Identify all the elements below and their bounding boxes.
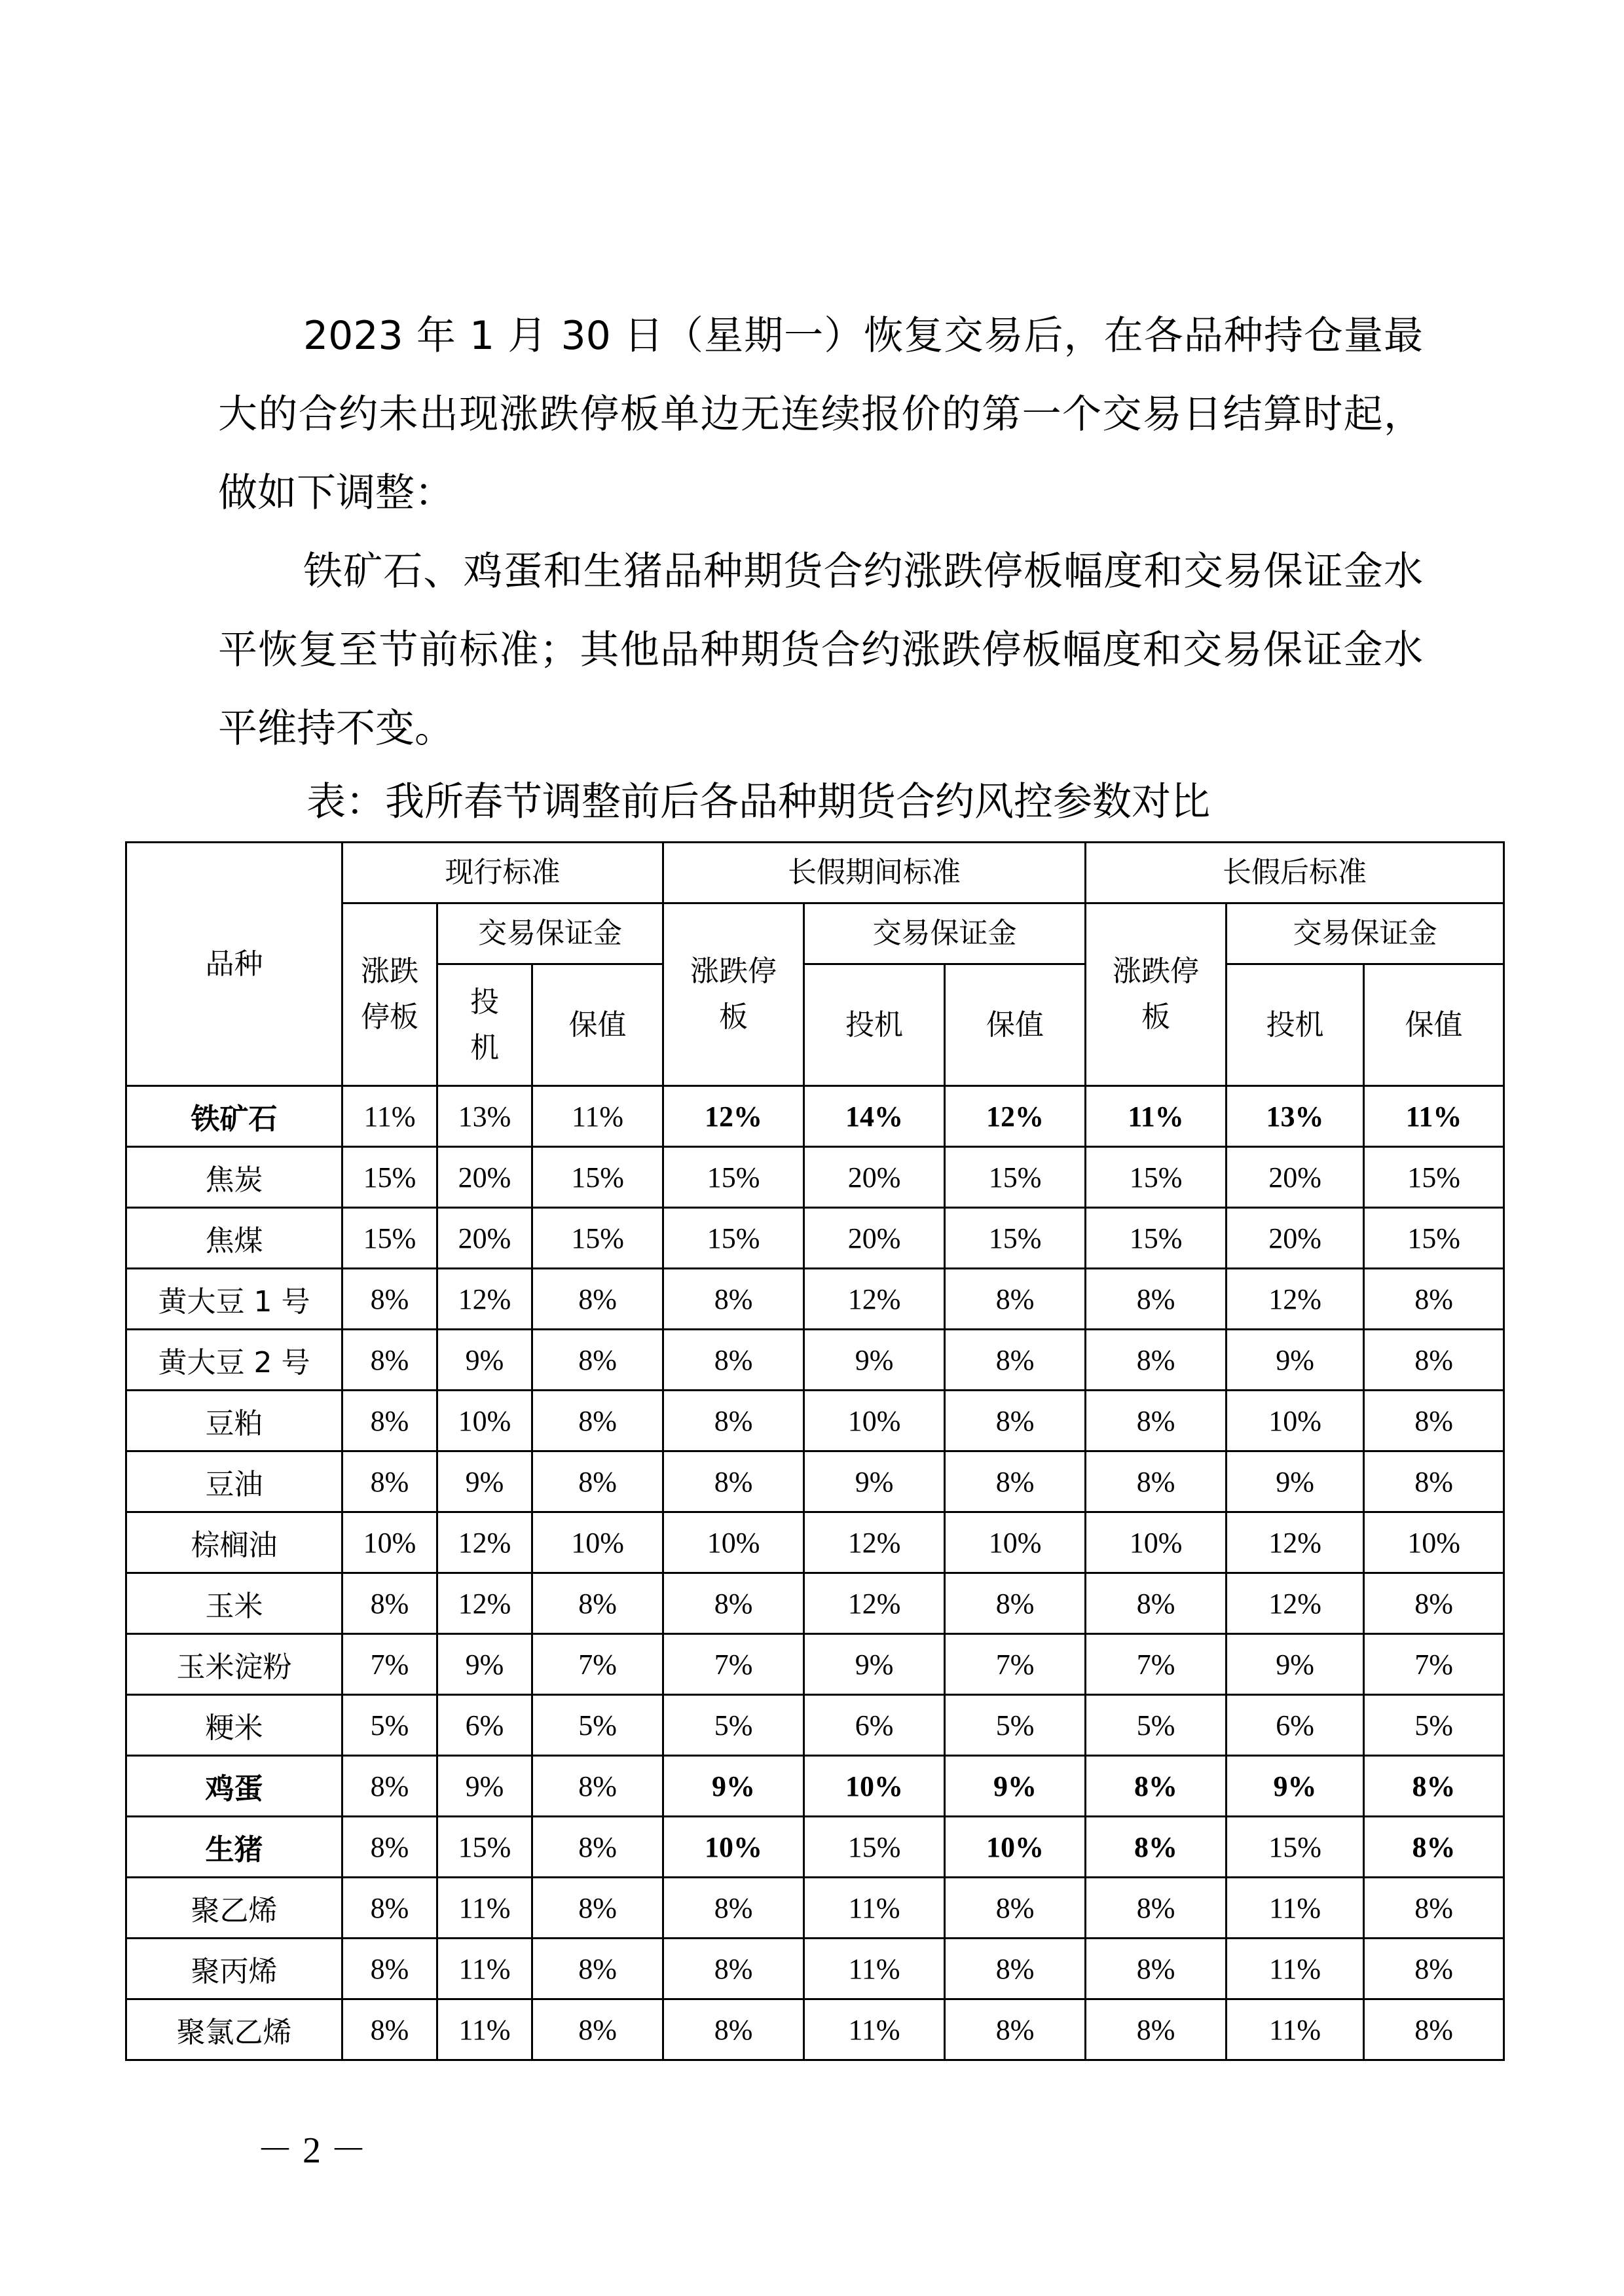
current-limit-cell: 10% — [342, 1512, 437, 1573]
post-speculation-cell: 9% — [1227, 1451, 1364, 1512]
current-limit-cell: 8% — [342, 1451, 437, 1512]
holiday-speculation-cell: 9% — [804, 1451, 945, 1512]
holiday-hedge-cell: 15% — [945, 1208, 1086, 1269]
holiday-speculation-cell: 14% — [804, 1086, 945, 1147]
holiday-limit-cell: 8% — [663, 1878, 804, 1939]
post-speculation-cell: 10% — [1227, 1391, 1364, 1451]
current-hedge-cell: 8% — [532, 1451, 663, 1512]
current-hedge-cell: 8% — [532, 1391, 663, 1451]
current-limit-cell: 8% — [342, 1573, 437, 1634]
holiday-limit-cell: 12% — [663, 1086, 804, 1147]
holiday-speculation-cell: 20% — [804, 1208, 945, 1269]
current-hedge-cell: 8% — [532, 1939, 663, 1999]
current-limit-cell: 8% — [342, 1330, 437, 1391]
post-speculation-cell: 13% — [1227, 1086, 1364, 1147]
table-row — [126, 1086, 1504, 1147]
post-limit-cell: 8% — [1086, 1939, 1227, 1999]
variety-name: 聚乙烯 — [126, 1878, 342, 1939]
holiday-limit-cell: 5% — [663, 1695, 804, 1756]
table-body — [126, 1086, 1504, 2060]
post-hedge-cell: 11% — [1364, 1086, 1504, 1147]
holiday-limit-cell: 8% — [663, 1269, 804, 1330]
current-hedge-cell: 8% — [532, 1269, 663, 1330]
variety-name: 鸡蛋 — [126, 1756, 342, 1817]
holiday-limit-cell: 8% — [663, 1451, 804, 1512]
table-row — [126, 1634, 1504, 1695]
holiday-speculation-cell: 12% — [804, 1512, 945, 1573]
header-current-hedge: 保值 — [532, 964, 663, 1086]
current-hedge-cell: 15% — [532, 1208, 663, 1269]
post-speculation-cell: 9% — [1227, 1330, 1364, 1391]
current-limit-cell: 11% — [342, 1086, 437, 1147]
holiday-hedge-cell: 8% — [945, 1999, 1086, 2060]
current-hedge-cell: 7% — [532, 1634, 663, 1695]
holiday-hedge-cell: 5% — [945, 1695, 1086, 1756]
post-speculation-cell: 11% — [1227, 1878, 1364, 1939]
post-limit-cell: 8% — [1086, 1878, 1227, 1939]
current-speculation-cell: 9% — [437, 1756, 532, 1817]
current-limit-cell: 8% — [342, 1999, 437, 2060]
table-row — [126, 1512, 1504, 1573]
variety-name: 粳米 — [126, 1695, 342, 1756]
variety-name: 黄大豆 2 号 — [126, 1330, 342, 1391]
table-row — [126, 1573, 1504, 1634]
variety-name: 棕榈油 — [126, 1512, 342, 1573]
header-current-limit: 涨跌停板 — [342, 903, 437, 1086]
current-hedge-cell: 15% — [532, 1147, 663, 1208]
current-speculation-cell: 9% — [437, 1634, 532, 1695]
table-row — [126, 1147, 1504, 1208]
table-row — [126, 1999, 1504, 2060]
variety-name: 黄大豆 1 号 — [126, 1269, 342, 1330]
header-group-post-holiday: 长假后标准 — [1086, 843, 1504, 903]
header-group-current: 现行标准 — [342, 843, 663, 903]
variety-name: 聚丙烯 — [126, 1939, 342, 1999]
holiday-limit-cell: 10% — [663, 1817, 804, 1878]
current-hedge-cell: 8% — [532, 1330, 663, 1391]
holiday-hedge-cell: 8% — [945, 1269, 1086, 1330]
header-holiday-limit: 涨跌停板 — [663, 903, 804, 1086]
header-holiday-hedge: 保值 — [945, 964, 1086, 1086]
current-limit-cell: 7% — [342, 1634, 437, 1695]
current-speculation-cell: 11% — [437, 1878, 532, 1939]
post-limit-cell: 8% — [1086, 1756, 1227, 1817]
variety-name: 豆粕 — [126, 1391, 342, 1451]
current-limit-cell: 8% — [342, 1756, 437, 1817]
current-speculation-cell: 9% — [437, 1330, 532, 1391]
post-speculation-cell: 20% — [1227, 1147, 1364, 1208]
post-speculation-cell: 11% — [1227, 1939, 1364, 1999]
current-speculation-cell: 11% — [437, 1999, 532, 2060]
holiday-hedge-cell: 8% — [945, 1573, 1086, 1634]
post-hedge-cell: 5% — [1364, 1695, 1504, 1756]
current-limit-cell: 8% — [342, 1817, 437, 1878]
holiday-speculation-cell: 6% — [804, 1695, 945, 1756]
holiday-speculation-cell: 10% — [804, 1756, 945, 1817]
post-hedge-cell: 8% — [1364, 1999, 1504, 2060]
holiday-hedge-cell: 10% — [945, 1817, 1086, 1878]
header-current-margin: 交易保证金 — [437, 903, 663, 964]
table-row — [126, 1451, 1504, 1512]
post-hedge-cell: 8% — [1364, 1269, 1504, 1330]
holiday-limit-cell: 8% — [663, 1573, 804, 1634]
table-row — [126, 1939, 1504, 1999]
holiday-speculation-cell: 9% — [804, 1634, 945, 1695]
header-current-speculation: 投机 — [437, 964, 532, 1086]
post-limit-cell: 8% — [1086, 1999, 1227, 2060]
holiday-limit-cell: 9% — [663, 1756, 804, 1817]
post-speculation-cell: 11% — [1227, 1999, 1364, 2060]
table-row — [126, 1878, 1504, 1939]
table-row — [126, 1208, 1504, 1269]
post-hedge-cell: 7% — [1364, 1634, 1504, 1695]
current-hedge-cell: 8% — [532, 1878, 663, 1939]
post-speculation-cell: 9% — [1227, 1634, 1364, 1695]
current-limit-cell: 8% — [342, 1391, 437, 1451]
table-row — [126, 1330, 1504, 1391]
current-limit-cell: 8% — [342, 1269, 437, 1330]
current-speculation-cell: 13% — [437, 1086, 532, 1147]
holiday-hedge-cell: 8% — [945, 1878, 1086, 1939]
header-post-margin: 交易保证金 — [1227, 903, 1504, 964]
table-row — [126, 1817, 1504, 1878]
holiday-speculation-cell: 20% — [804, 1147, 945, 1208]
post-speculation-cell: 12% — [1227, 1269, 1364, 1330]
current-hedge-cell: 5% — [532, 1695, 663, 1756]
paragraph-resume-trading: 2023 年 1 月 30 日（星期一）恢复交易后，在各品种持仓量最大的合约未出现涨跌停板单边无连续报价的第一个交易日结算时起，做如下调整： — [218, 313, 1423, 516]
post-limit-cell: 8% — [1086, 1817, 1227, 1878]
holiday-hedge-cell: 8% — [945, 1451, 1086, 1512]
holiday-speculation-cell: 12% — [804, 1269, 945, 1330]
variety-name: 铁矿石 — [126, 1086, 342, 1147]
holiday-limit-cell: 15% — [663, 1208, 804, 1269]
current-hedge-cell: 8% — [532, 1756, 663, 1817]
post-limit-cell: 8% — [1086, 1269, 1227, 1330]
current-speculation-cell: 12% — [437, 1269, 532, 1330]
post-limit-cell: 8% — [1086, 1391, 1227, 1451]
current-speculation-cell: 6% — [437, 1695, 532, 1756]
variety-name: 聚氯乙烯 — [126, 1999, 342, 2060]
post-hedge-cell: 8% — [1364, 1817, 1504, 1878]
current-speculation-cell: 11% — [437, 1939, 532, 1999]
header-holiday-speculation: 投机 — [804, 964, 945, 1086]
post-limit-cell: 10% — [1086, 1512, 1227, 1573]
current-hedge-cell: 8% — [532, 1817, 663, 1878]
holiday-limit-cell: 8% — [663, 1391, 804, 1451]
header-post-limit: 涨跌停板 — [1086, 903, 1227, 1086]
current-limit-cell: 8% — [342, 1878, 437, 1939]
holiday-hedge-cell: 8% — [945, 1939, 1086, 1999]
holiday-speculation-cell: 9% — [804, 1330, 945, 1391]
current-speculation-cell: 20% — [437, 1208, 532, 1269]
post-hedge-cell: 15% — [1364, 1147, 1504, 1208]
post-hedge-cell: 8% — [1364, 1330, 1504, 1391]
current-speculation-cell: 12% — [437, 1512, 532, 1573]
post-hedge-cell: 8% — [1364, 1756, 1504, 1817]
header-post-speculation: 投机 — [1227, 964, 1364, 1086]
post-hedge-cell: 15% — [1364, 1208, 1504, 1269]
post-hedge-cell: 8% — [1364, 1451, 1504, 1512]
table-row — [126, 1391, 1504, 1451]
header-variety: 品种 — [126, 843, 342, 1086]
post-hedge-cell: 10% — [1364, 1512, 1504, 1573]
post-speculation-cell: 12% — [1227, 1512, 1364, 1573]
holiday-speculation-cell: 11% — [804, 1999, 945, 2060]
current-limit-cell: 15% — [342, 1208, 437, 1269]
holiday-hedge-cell: 10% — [945, 1512, 1086, 1573]
post-limit-cell: 11% — [1086, 1086, 1227, 1147]
post-hedge-cell: 8% — [1364, 1391, 1504, 1451]
holiday-speculation-cell: 11% — [804, 1878, 945, 1939]
current-speculation-cell: 20% — [437, 1147, 532, 1208]
table-row — [126, 1695, 1504, 1756]
post-limit-cell: 8% — [1086, 1330, 1227, 1391]
holiday-limit-cell: 10% — [663, 1512, 804, 1573]
holiday-hedge-cell: 15% — [945, 1147, 1086, 1208]
header-group-holiday: 长假期间标准 — [663, 843, 1086, 903]
table-caption: 表：我所春节调整前后各品种期货合约风控参数对比 — [306, 779, 1210, 825]
post-speculation-cell: 6% — [1227, 1695, 1364, 1756]
holiday-limit-cell: 8% — [663, 1999, 804, 2060]
current-speculation-cell: 9% — [437, 1451, 532, 1512]
current-hedge-cell: 8% — [532, 1999, 663, 2060]
header-post-hedge: 保值 — [1364, 964, 1504, 1086]
post-hedge-cell: 8% — [1364, 1878, 1504, 1939]
holiday-hedge-cell: 8% — [945, 1391, 1086, 1451]
table-row — [126, 1756, 1504, 1817]
post-hedge-cell: 8% — [1364, 1939, 1504, 1999]
current-limit-cell: 8% — [342, 1939, 437, 1999]
holiday-speculation-cell: 15% — [804, 1817, 945, 1878]
current-speculation-cell: 15% — [437, 1817, 532, 1878]
current-hedge-cell: 11% — [532, 1086, 663, 1147]
holiday-limit-cell: 8% — [663, 1330, 804, 1391]
variety-name: 焦煤 — [126, 1208, 342, 1269]
table-row — [126, 1269, 1504, 1330]
holiday-speculation-cell: 11% — [804, 1939, 945, 1999]
post-hedge-cell: 8% — [1364, 1573, 1504, 1634]
post-limit-cell: 15% — [1086, 1208, 1227, 1269]
header-holiday-margin: 交易保证金 — [804, 903, 1086, 964]
risk-parameter-table — [125, 841, 1505, 2061]
post-limit-cell: 15% — [1086, 1147, 1227, 1208]
holiday-speculation-cell: 10% — [804, 1391, 945, 1451]
variety-name: 玉米 — [126, 1573, 342, 1634]
holiday-hedge-cell: 7% — [945, 1634, 1086, 1695]
current-speculation-cell: 12% — [437, 1573, 532, 1634]
paragraph-adjustment: 铁矿石、鸡蛋和生猪品种期货合约涨跌停板幅度和交易保证金水平恢复至节前标准；其他品种期货合约涨跌停板幅度和交易保证金水平维持不变。 — [218, 549, 1423, 752]
current-limit-cell: 5% — [342, 1695, 437, 1756]
variety-name: 豆油 — [126, 1451, 342, 1512]
holiday-limit-cell: 7% — [663, 1634, 804, 1695]
variety-name: 玉米淀粉 — [126, 1634, 342, 1695]
current-speculation-cell: 10% — [437, 1391, 532, 1451]
post-limit-cell: 5% — [1086, 1695, 1227, 1756]
post-limit-cell: 7% — [1086, 1634, 1227, 1695]
holiday-hedge-cell: 8% — [945, 1330, 1086, 1391]
holiday-hedge-cell: 12% — [945, 1086, 1086, 1147]
post-limit-cell: 8% — [1086, 1573, 1227, 1634]
page-number: － 2 － — [257, 2130, 367, 2171]
current-hedge-cell: 10% — [532, 1512, 663, 1573]
current-hedge-cell: 8% — [532, 1573, 663, 1634]
holiday-limit-cell: 15% — [663, 1147, 804, 1208]
variety-name: 焦炭 — [126, 1147, 342, 1208]
post-speculation-cell: 12% — [1227, 1573, 1364, 1634]
variety-name: 生猪 — [126, 1817, 342, 1878]
holiday-speculation-cell: 12% — [804, 1573, 945, 1634]
post-speculation-cell: 20% — [1227, 1208, 1364, 1269]
holiday-hedge-cell: 9% — [945, 1756, 1086, 1817]
post-speculation-cell: 9% — [1227, 1756, 1364, 1817]
post-speculation-cell: 15% — [1227, 1817, 1364, 1878]
current-limit-cell: 15% — [342, 1147, 437, 1208]
post-limit-cell: 8% — [1086, 1451, 1227, 1512]
holiday-limit-cell: 8% — [663, 1939, 804, 1999]
